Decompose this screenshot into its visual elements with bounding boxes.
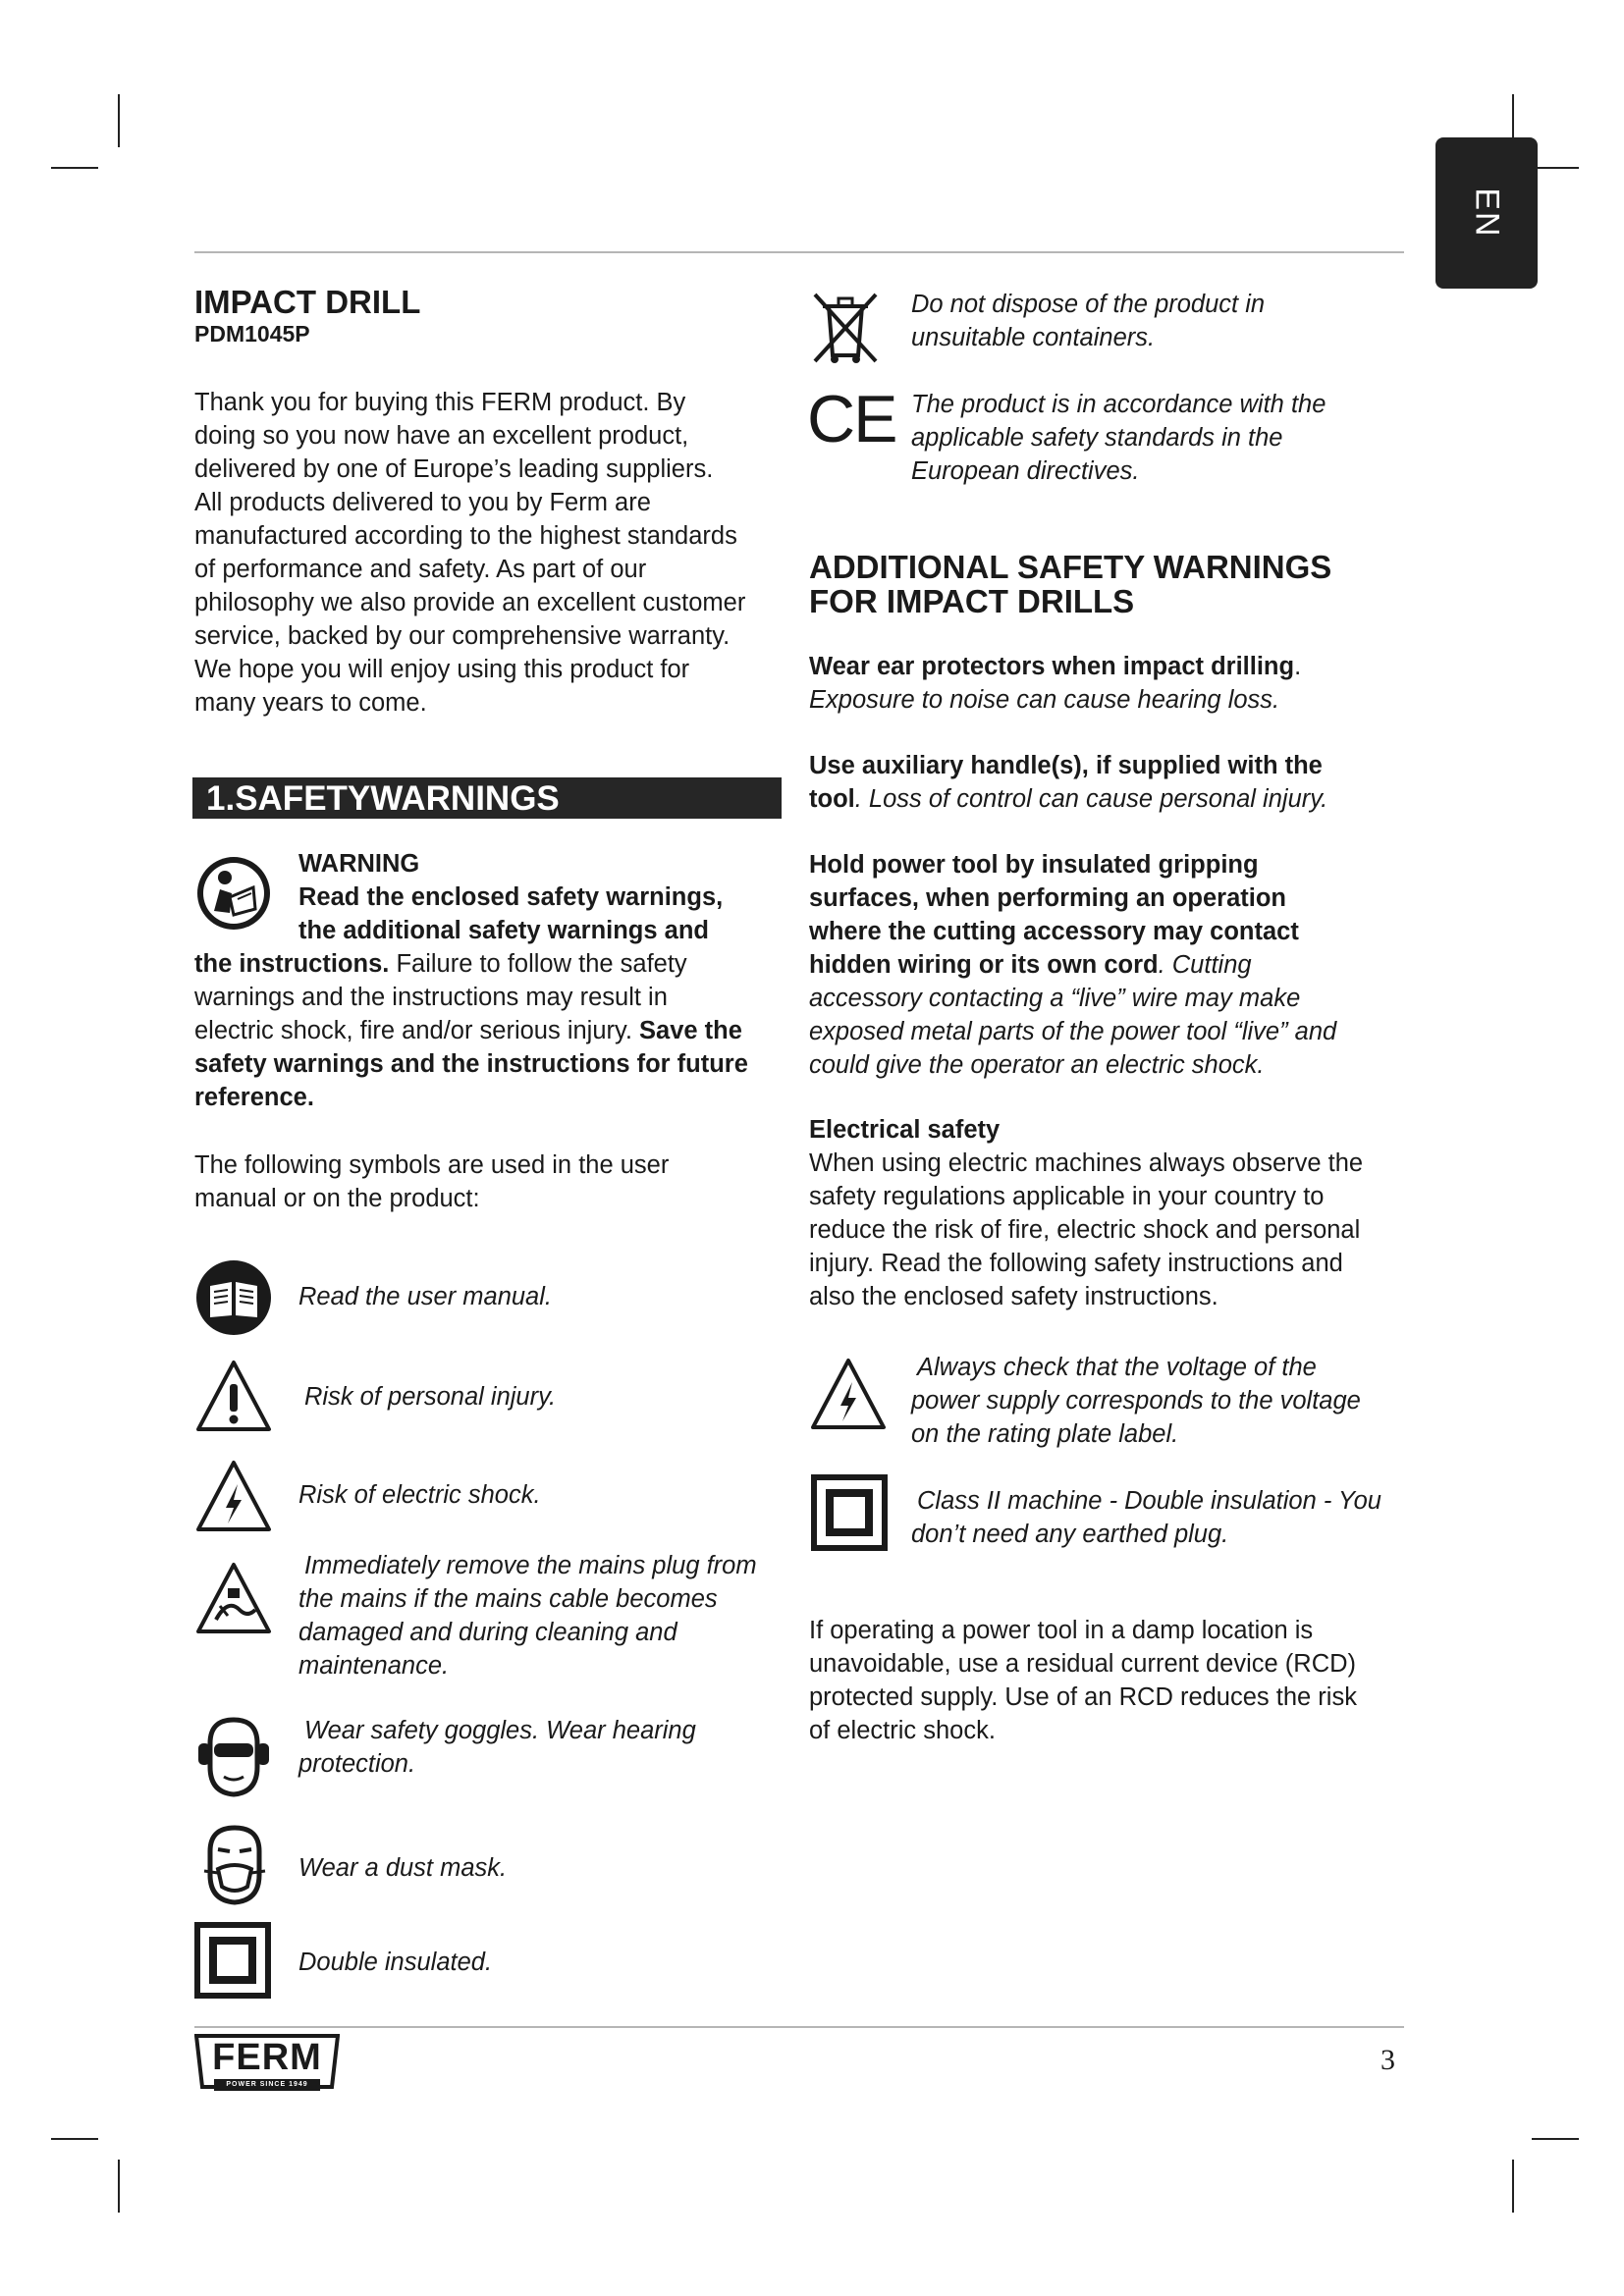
symbol-text: The product is in accordance with the	[911, 391, 1326, 418]
electric-shock-icon	[809, 1355, 888, 1438]
ferm-logo	[194, 2034, 340, 2095]
intro-line: We hope you will enjoy using this product for	[194, 656, 690, 683]
crop-mark	[1532, 167, 1579, 169]
warning-italic: could give the operator an electric shock.	[809, 1051, 1265, 1079]
body-line: of electric shock.	[809, 1717, 996, 1744]
damaged-cable-icon	[194, 1559, 273, 1642]
section-heading-line: ADDITIONAL SAFETY WARNINGS	[809, 549, 1332, 585]
electrical-safety	[809, 1113, 1408, 1313]
symbols-intro-line: The following symbols are used in the user	[194, 1151, 670, 1179]
warning-bold: reference.	[194, 1084, 314, 1111]
dust-mask-icon	[200, 1822, 269, 1911]
symbol-text: Do not dispose of the product in	[911, 291, 1266, 318]
crop-mark	[1532, 2138, 1579, 2140]
symbol-text: Risk of personal injury.	[304, 1383, 557, 1411]
body-line: safety regulations applicable in your country to	[809, 1183, 1325, 1210]
intro-line: philosophy we also provide an excellent customer	[194, 589, 746, 616]
model-number: PDM1045P	[194, 321, 310, 347]
symbols-intro	[194, 1148, 784, 1215]
symbol-text: Double insulated.	[298, 1949, 493, 1976]
crop-mark	[51, 167, 98, 169]
warning-italic: accessory contacting a “live” wire may make	[809, 985, 1301, 1012]
intro-paragraph	[194, 386, 784, 720]
warning-bold: Hold power tool by insulated gripping	[809, 851, 1259, 879]
symbol-text: Read the user manual.	[298, 1283, 552, 1310]
symbol-text: Immediately remove the mains plug from	[304, 1552, 757, 1579]
section-heading: 1.SAFETYWARNINGS	[192, 777, 782, 819]
symbol-text: applicable safety standards in the	[911, 424, 1283, 452]
ear-protection-warning	[809, 650, 1408, 717]
symbol-text: Wear safety goggles. Wear hearing	[304, 1717, 696, 1744]
symbol-text: power supply corresponds to the voltage	[911, 1387, 1361, 1415]
warning-bold: Save the	[639, 1017, 742, 1044]
warning-bold: Wear ear protectors when impact drilling	[809, 653, 1295, 680]
aux-handle-warning	[809, 749, 1408, 816]
symbol-text-block	[298, 1714, 696, 1781]
warning-bold: surfaces, when performing an operation	[809, 884, 1287, 912]
additional-heading	[809, 550, 1408, 618]
warning-italic: exposed metal parts of the power tool “live” and	[809, 1018, 1337, 1045]
warning-bold: safety warnings and the instructions for future	[194, 1050, 748, 1078]
warning-bold: tool	[809, 785, 855, 813]
intro-line: manufactured according to the highest standards	[194, 522, 737, 550]
symbol-text: the mains if the mains cable becomes	[298, 1585, 718, 1613]
symbol-text: European directives.	[911, 457, 1140, 485]
section-heading-line: FOR IMPACT DRILLS	[809, 583, 1135, 619]
warning-line: the additional safety warnings and	[298, 917, 709, 944]
warning-bold: hidden wiring or its own cord	[809, 951, 1159, 979]
symbol-text: maintenance.	[298, 1652, 450, 1680]
warning-bold: where the cutting accessory may contact	[809, 918, 1299, 945]
electric-shock-icon	[194, 1457, 273, 1540]
warning-text: warnings and the instructions may result in	[194, 984, 668, 1011]
body-line: also the enclosed safety instructions.	[809, 1283, 1218, 1310]
intro-line: delivered by one of Europe’s leading suppliers.	[194, 455, 714, 483]
warning-text: electric shock, fire and/or serious injury.	[194, 1017, 640, 1044]
crop-mark	[118, 2160, 120, 2213]
warning-line: Read the enclosed safety warnings,	[298, 883, 724, 911]
body-line: protected supply. Use of an RCD reduces the risk	[809, 1683, 1357, 1711]
warning-body	[194, 947, 793, 1114]
subsection-title: Electrical safety	[809, 1116, 1001, 1144]
warning-text: .	[1294, 653, 1302, 680]
language-label: EN	[1468, 187, 1506, 239]
ce-mark-icon: CE	[807, 382, 896, 456]
symbol-text: Class II machine - Double insulation - You	[917, 1487, 1381, 1515]
crossed-bin-icon	[811, 291, 880, 370]
page-number: 3	[1380, 2044, 1395, 2076]
symbol-text: damaged and during cleaning and	[298, 1619, 677, 1646]
symbols-intro-line: manual or on the product:	[194, 1185, 480, 1212]
warning-italic: . Loss of control can cause personal injury.	[854, 785, 1328, 813]
warning-title: WARNING	[298, 850, 420, 878]
disposal-text	[911, 288, 1402, 354]
warning-triangle-icon	[194, 1357, 273, 1440]
class2-text	[911, 1484, 1422, 1551]
warning-italic: Exposure to noise can cause hearing loss.	[809, 686, 1280, 714]
symbol-text: on the rating plate label.	[911, 1420, 1179, 1448]
body-line: injury. Read the following safety instructions and	[809, 1250, 1343, 1277]
symbol-text: unsuitable containers.	[911, 324, 1156, 351]
body-line: unavoidable, use a residual current device (RCD)	[809, 1650, 1357, 1678]
symbol-text: Wear a dust mask.	[298, 1854, 508, 1882]
warning-italic: . Cutting	[1158, 951, 1252, 979]
symbol-text: don’t need any earthed plug.	[911, 1521, 1229, 1548]
top-divider	[194, 251, 1404, 253]
intro-line: Thank you for buying this FERM product. By	[194, 389, 686, 416]
warning-block	[194, 847, 784, 947]
crop-mark	[118, 94, 120, 147]
bottom-divider	[194, 2026, 1404, 2028]
symbol-text: Risk of electric shock.	[298, 1481, 541, 1509]
read-manual-icon	[194, 1258, 273, 1342]
crop-mark	[51, 2138, 98, 2140]
goggles-hearing-icon	[194, 1714, 273, 1803]
logo-wordmark: FERM	[212, 2037, 322, 2078]
warning-bold: Use auxiliary handle(s), if supplied with the	[809, 752, 1323, 779]
language-tab	[1435, 137, 1538, 289]
intro-line: many years to come.	[194, 689, 427, 717]
page-title: IMPACT DRILL	[194, 284, 421, 320]
title-block	[194, 285, 784, 347]
symbol-text-block	[298, 1549, 757, 1682]
intro-line: All products delivered to you by Ferm are	[194, 489, 651, 516]
double-insulated-icon	[811, 1474, 888, 1556]
intro-line: service, backed by our comprehensive warranty.	[194, 622, 731, 650]
insulated-grip-warning	[809, 848, 1408, 1082]
intro-line: doing so you now have an excellent product,	[194, 422, 689, 450]
body-line: When using electric machines always observe the	[809, 1149, 1364, 1177]
body-line: reduce the risk of fire, electric shock and personal	[809, 1216, 1361, 1244]
warning-text: Failure to follow the safety	[389, 950, 687, 978]
symbol-text: Always check that the voltage of the	[917, 1354, 1317, 1381]
double-insulated-icon	[194, 1922, 271, 2003]
warning-bold: the instructions.	[194, 950, 390, 978]
rcd-paragraph	[809, 1614, 1408, 1747]
symbol-text: protection.	[298, 1750, 416, 1778]
intro-line: of performance and safety. As part of our	[194, 556, 647, 583]
crop-mark	[1512, 2160, 1514, 2213]
body-line: If operating a power tool in a damp location is	[809, 1617, 1314, 1644]
logo-tagline: POWER SINCE 1949	[226, 2081, 308, 2088]
ce-text	[911, 388, 1402, 488]
voltage-check-text	[911, 1351, 1402, 1451]
